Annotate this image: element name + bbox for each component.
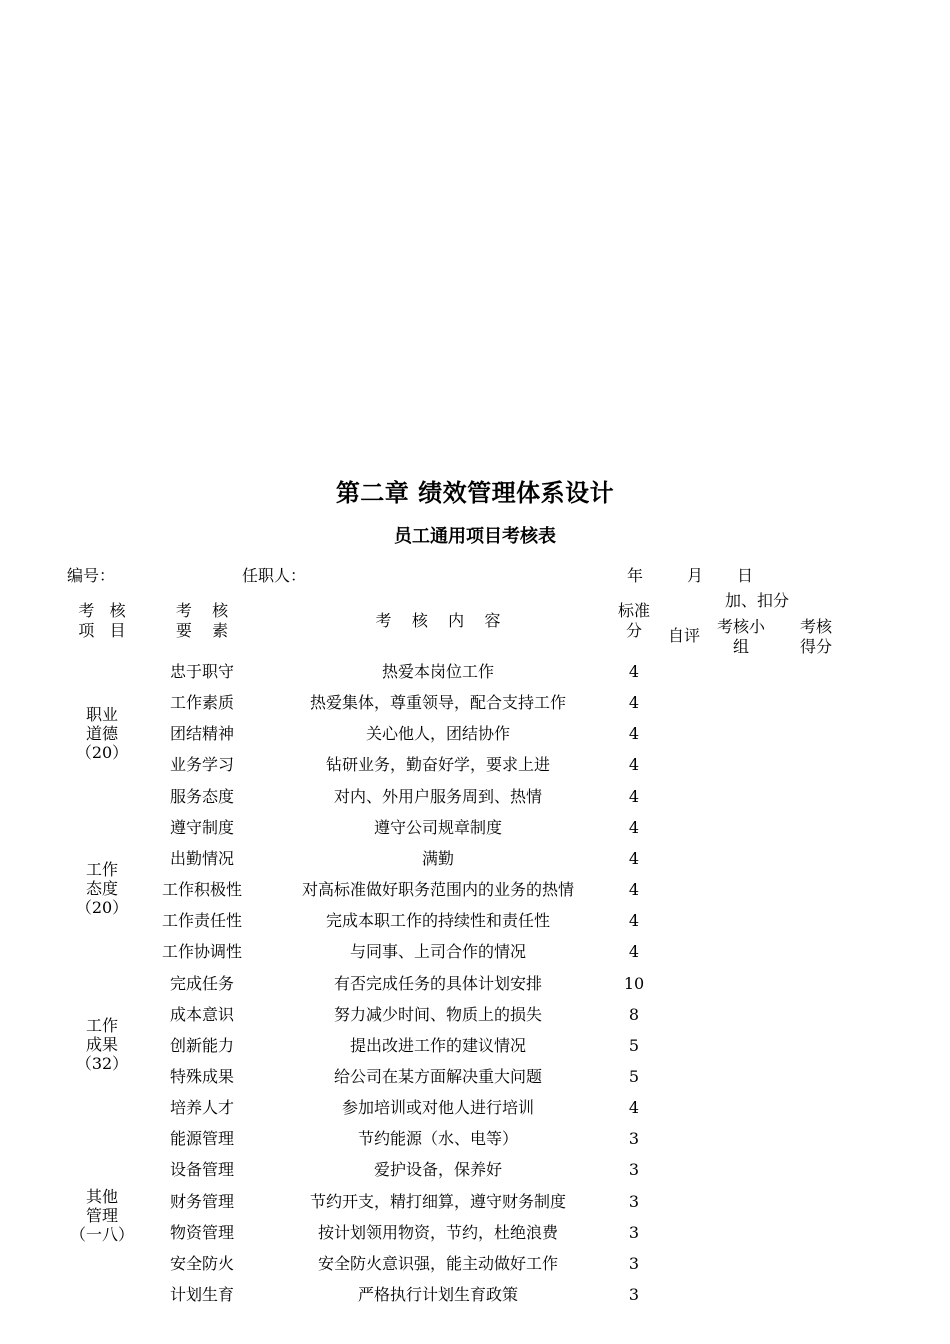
- content-cell: 钻研业务，勤奋好学，要求上进: [325, 755, 550, 775]
- element-cell: 出勤情况: [169, 848, 234, 868]
- standard-score-cell: 4: [628, 911, 640, 931]
- element-cell: 特殊成果: [169, 1066, 234, 1086]
- category-label: 工作 成果 （32）: [75, 1016, 129, 1073]
- table-row: [0, 968, 950, 999]
- header-item: 考 核 项 目: [78, 601, 126, 640]
- table-row: [0, 843, 950, 874]
- table-row: [0, 687, 950, 718]
- standard-score-cell: 8: [628, 1004, 640, 1024]
- content-cell: 节约开支，精打细算，遵守财务制度: [309, 1191, 566, 1211]
- element-cell: 工作素质: [169, 693, 234, 713]
- standard-score-cell: 10: [623, 973, 645, 993]
- table-row: [0, 1154, 950, 1185]
- content-cell: 关心他人，团结协作: [365, 724, 510, 744]
- table-row: [0, 1123, 950, 1154]
- standard-score-cell: 4: [628, 755, 640, 775]
- content-cell: 热爱本岗位工作: [381, 662, 494, 681]
- standard-score-cell: 4: [628, 1098, 640, 1118]
- header-adjust: 加、扣分: [724, 591, 789, 610]
- category-label: 职业 道德 （20）: [75, 705, 129, 762]
- table-row: [0, 656, 950, 687]
- content-cell: 爱护设备，保养好: [373, 1160, 502, 1180]
- table-row: [0, 718, 950, 749]
- element-cell: 成本意识: [169, 1004, 234, 1024]
- table-row: [0, 749, 950, 780]
- standard-score-cell: 4: [628, 662, 640, 681]
- content-cell: 有否完成任务的具体计划安排: [333, 973, 542, 993]
- table-row: [0, 812, 950, 843]
- standard-score-cell: 4: [628, 693, 640, 713]
- number-label: 编号：: [67, 566, 116, 585]
- content-cell: 对内、外用户服务周到、热情: [333, 786, 542, 806]
- month-label: 月: [687, 566, 704, 585]
- table-row: [0, 874, 950, 905]
- standard-score-cell: 5: [628, 1035, 640, 1055]
- content-cell: 给公司在某方面解决重大问题: [333, 1066, 542, 1086]
- element-cell: 忠于职守: [169, 662, 234, 681]
- standard-score-cell: 4: [628, 724, 640, 744]
- standard-score-cell: 3: [628, 1285, 640, 1304]
- table-row: [0, 1030, 950, 1061]
- standard-score-cell: 4: [628, 848, 640, 868]
- content-cell: 按计划领用物资，节约，杜绝浪费: [317, 1222, 558, 1242]
- element-cell: 财务管理: [169, 1191, 234, 1211]
- standard-score-cell: 4: [628, 880, 640, 900]
- element-cell: 安全防火: [169, 1253, 234, 1273]
- table-row: [0, 1186, 950, 1217]
- header-group: 考核小 组: [716, 617, 765, 656]
- table-row: [0, 999, 950, 1030]
- element-cell: 设备管理: [169, 1160, 234, 1180]
- element-cell: 业务学习: [169, 755, 234, 775]
- table-row: [0, 1248, 950, 1279]
- standard-score-cell: 3: [628, 1160, 640, 1180]
- content-cell: 安全防火意识强，能主动做好工作: [317, 1253, 558, 1273]
- year-label: 年: [627, 566, 644, 585]
- element-cell: 物资管理: [169, 1222, 234, 1242]
- content-cell: 严格执行计划生育政策: [357, 1285, 518, 1304]
- content-cell: 遵守公司规章制度: [373, 817, 502, 837]
- table-row: [0, 781, 950, 812]
- header-final: 考核 得分: [799, 617, 832, 656]
- element-cell: 创新能力: [169, 1035, 234, 1055]
- content-cell: 提出改进工作的建议情况: [349, 1035, 526, 1055]
- table-row: [0, 1092, 950, 1123]
- category-label: 工作 态度 （20）: [75, 860, 129, 917]
- table-row: [0, 936, 950, 967]
- standard-score-cell: 4: [628, 786, 640, 806]
- content-cell: 与同事、上司合作的情况: [349, 942, 526, 962]
- element-cell: 服务态度: [169, 786, 234, 806]
- element-cell: 完成任务: [169, 973, 234, 993]
- table-row: [0, 905, 950, 936]
- standard-score-cell: 4: [628, 942, 640, 962]
- header-element: 考 核 要 素: [175, 601, 229, 640]
- content-cell: 对高标准做好职务范围内的业务的热情: [301, 880, 574, 900]
- chapter-title: 第二章 绩效管理体系设计: [335, 478, 615, 507]
- holder-label: 任职人：: [242, 566, 307, 585]
- element-cell: 培养人才: [169, 1098, 234, 1118]
- standard-score-cell: 3: [628, 1191, 640, 1211]
- table-row: [0, 1061, 950, 1092]
- element-cell: 工作协调性: [161, 942, 242, 962]
- standard-score-cell: 3: [628, 1129, 640, 1149]
- content-cell: 努力减少时间、物质上的损失: [333, 1004, 542, 1024]
- header-standard: 标准 分: [617, 601, 650, 640]
- category-label: 其他 管理 （一八）: [69, 1187, 134, 1244]
- content-cell: 完成本职工作的持续性和责任性: [325, 911, 550, 931]
- element-cell: 遵守制度: [169, 817, 234, 837]
- standard-score-cell: 3: [628, 1222, 640, 1242]
- standard-score-cell: 4: [628, 817, 640, 837]
- element-cell: 能源管理: [169, 1129, 234, 1149]
- content-cell: 热爱集体，尊重领导，配合支持工作: [309, 693, 566, 713]
- table-title: 员工通用项目考核表: [394, 526, 556, 547]
- element-cell: 计划生育: [169, 1285, 234, 1304]
- element-cell: 工作积极性: [161, 880, 242, 900]
- element-cell: 团结精神: [169, 724, 234, 744]
- header-content: 考 核 内 容: [375, 611, 501, 630]
- standard-score-cell: 3: [628, 1253, 640, 1273]
- header-self: 自评: [667, 626, 700, 645]
- content-cell: 节约能源（水、电等）: [357, 1129, 518, 1149]
- element-cell: 工作责任性: [161, 911, 242, 931]
- day-label: 日: [737, 566, 754, 585]
- table-row: [0, 1217, 950, 1248]
- table-row: [0, 1279, 950, 1310]
- standard-score-cell: 5: [628, 1066, 640, 1086]
- content-cell: 参加培训或对他人进行培训: [341, 1098, 534, 1118]
- content-cell: 满勤: [421, 848, 454, 868]
